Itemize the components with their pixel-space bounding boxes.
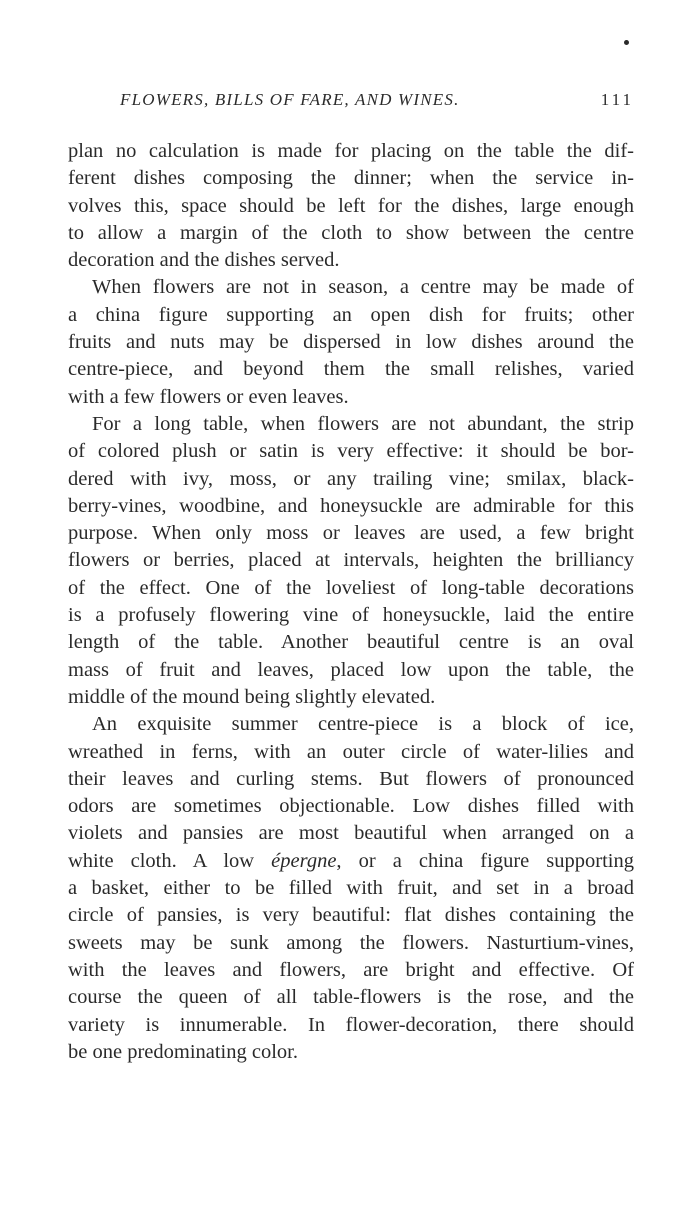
text-line: a basket, either to be filled with fruit, and set in a broad: [68, 877, 634, 900]
running-head: [68, 90, 634, 114]
italic-word: épergne: [271, 849, 337, 872]
text-line: with a few flowers or even leaves.: [68, 385, 349, 408]
text-line: circle of pansies, is very beautiful: flat dishes containing the: [68, 904, 634, 927]
text-line: An exquisite summer centre-piece is a block of ice,: [92, 713, 634, 736]
text-line: length of the table. Another beautiful centre is an oval: [68, 631, 634, 654]
text-line: middle of the mound being slightly elevated.: [68, 685, 436, 708]
text-line: violets and pansies are most beautiful when arranged on a: [68, 822, 634, 845]
text-line: wreathed in ferns, with an outer circle of water-lilies and: [68, 740, 634, 763]
text-line: flowers or berries, placed at intervals, heighten the brilliancy: [68, 549, 634, 572]
text-line: a china figure supporting an open dish for fruits; other: [68, 303, 634, 326]
running-title: FLOWERS, BILLS OF FARE, AND WINES.: [120, 90, 460, 109]
text-line: decoration and the dishes served.: [68, 249, 340, 272]
paragraph: [68, 138, 634, 274]
text-line: is a profusely flowering vine of honeysuckle, laid the entire: [68, 604, 634, 627]
text-line: be one predominating color.: [68, 1040, 298, 1063]
text-line: fruits and nuts may be dispersed in low dishes around the: [68, 331, 634, 354]
text-line: sweets may be sunk among the flowers. Nasturtium-vines,: [68, 931, 634, 954]
text-line: mass of fruit and leaves, placed low upon the table, the: [68, 658, 634, 681]
text-line: white cloth. A low épergne, or a china figure supporting: [68, 849, 635, 872]
text-line: odors are sometimes objectionable. Low dishes filled with: [68, 795, 634, 818]
print-mark-dot: [624, 40, 629, 45]
page-number: 111: [600, 90, 634, 109]
text-line: dered with ivy, moss, or any trailing vine; smilax, black-: [68, 467, 634, 490]
text-line: ferent dishes composing the dinner; when the service in-: [68, 167, 634, 190]
text-line: purpose. When only moss or leaves are used, a few bright: [68, 522, 634, 545]
text-line: of colored plush or satin is very effective: it should be bor-: [68, 440, 634, 463]
text-line: berry-vines, woodbine, and honeysuckle are admirable for this: [68, 494, 634, 517]
text-line: of the effect. One of the loveliest of long-table decorations: [68, 576, 634, 599]
text-line: centre-piece, and beyond them the small relishes, varied: [68, 358, 634, 381]
text-line: For a long table, when flowers are not abundant, the strip: [92, 412, 634, 435]
text-line: their leaves and curling stems. But flowers of pronounced: [68, 767, 634, 790]
text-line: with the leaves and flowers, are bright and effective. Of: [68, 958, 634, 981]
text-line: When flowers are not in season, a centre may be made of: [92, 276, 634, 299]
paragraph: [68, 274, 634, 410]
paragraph: [68, 411, 634, 711]
text-line: variety is innumerable. In flower-decoration, there should: [68, 1013, 634, 1036]
paragraph: [68, 711, 634, 1066]
text-line: to allow a margin of the cloth to show between the centre: [68, 221, 634, 244]
text-line: plan no calculation is made for placing on the table the dif-: [68, 140, 634, 162]
text-line: course the queen of all table-flowers is the rose, and the: [68, 986, 634, 1009]
text-line: volves this, space should be left for the dishes, large enough: [68, 194, 634, 217]
body-text: [68, 138, 634, 1066]
